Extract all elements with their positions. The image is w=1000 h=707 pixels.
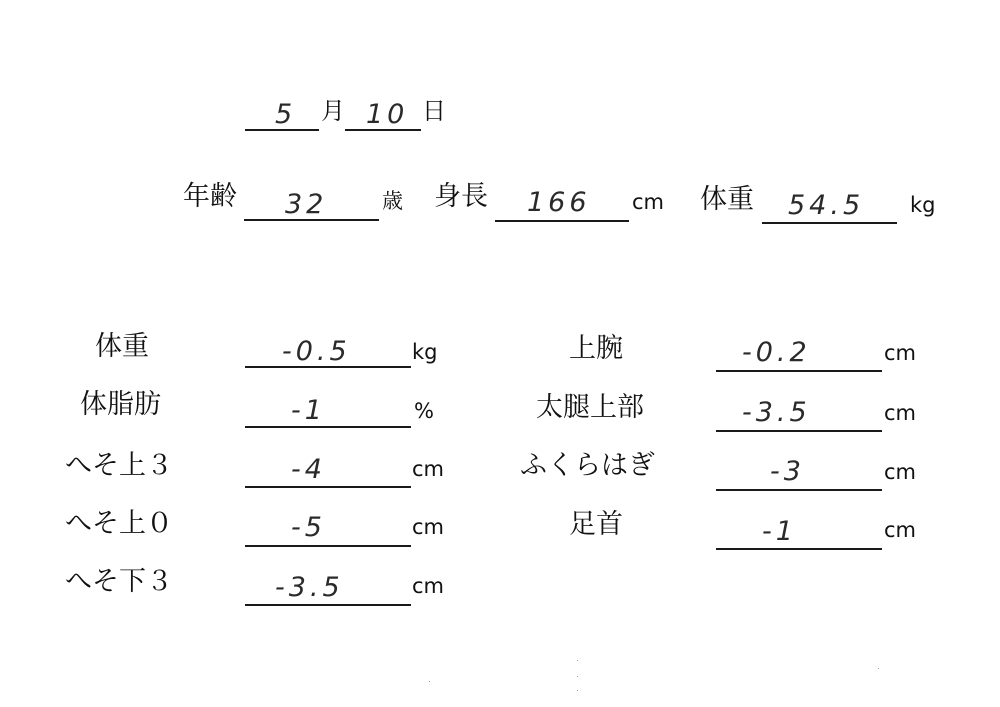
- change-line-navel-0: [245, 545, 411, 547]
- change-label-navel-0: へそ上０: [65, 508, 173, 539]
- change-value-upper-arm: -0.2: [742, 337, 811, 368]
- height-label: 身長: [434, 181, 488, 212]
- change-value-body-fat: -1: [291, 395, 326, 426]
- weight-unit: kg: [910, 193, 936, 217]
- change-value-navel-0: -5: [291, 512, 326, 543]
- day-label: 日: [422, 97, 446, 125]
- change-label-body-fat: 体脂肪: [80, 389, 161, 420]
- month-line: [245, 129, 319, 131]
- scan-speck: [878, 668, 879, 669]
- change-unit-upper-thigh: cm: [884, 401, 917, 425]
- change-value-weight: -0.5: [282, 336, 351, 367]
- change-value-navel-above-3: -4: [291, 454, 326, 485]
- scan-speck: [577, 660, 578, 661]
- weight-line: [762, 222, 897, 224]
- day-value: 10: [366, 99, 409, 130]
- height-value: 166: [527, 187, 591, 218]
- change-line-navel-above-3: [245, 486, 411, 488]
- change-label-upper-thigh: 太腿上部: [536, 392, 644, 423]
- age-value: 32: [285, 189, 328, 220]
- change-value-navel-below-3: -3.5: [275, 572, 344, 603]
- change-line-calf: [716, 489, 882, 491]
- change-line-navel-below-3: [245, 604, 411, 606]
- change-value-upper-thigh: -3.5: [742, 397, 811, 428]
- weight-value: 54.5: [788, 190, 865, 221]
- change-unit-navel-below-3: cm: [412, 574, 445, 598]
- age-label: 年齢: [183, 181, 237, 212]
- scan-speck: [429, 681, 430, 682]
- change-line-upper-arm: [716, 370, 882, 372]
- change-unit-body-fat: %: [414, 399, 434, 423]
- month-value: 5: [275, 99, 297, 130]
- change-value-ankle: -1: [762, 516, 797, 547]
- change-unit-navel-0: cm: [412, 515, 445, 539]
- change-label-weight: 体重: [95, 331, 149, 362]
- change-label-navel-below-3: へそ下３: [65, 566, 173, 597]
- change-unit-calf: cm: [884, 460, 917, 484]
- weight-label: 体重: [700, 184, 754, 215]
- height-line: [495, 220, 629, 222]
- scan-speck: [577, 676, 578, 677]
- change-line-ankle: [716, 548, 882, 550]
- change-line-upper-thigh: [716, 430, 882, 432]
- change-label-upper-arm: 上腕: [569, 333, 623, 364]
- change-line-body-fat: [245, 426, 411, 428]
- month-label: 月: [321, 97, 345, 125]
- change-label-ankle: 足首: [569, 509, 623, 540]
- change-label-calf: ふくらはぎ: [520, 450, 655, 481]
- change-unit-navel-above-3: cm: [412, 457, 445, 481]
- change-label-navel-above-3: へそ上３: [65, 450, 173, 481]
- scan-speck: [577, 690, 578, 691]
- change-unit-weight: kg: [412, 340, 438, 364]
- age-unit: 歳: [382, 189, 403, 213]
- height-unit: cm: [632, 190, 665, 214]
- change-value-calf: -3: [770, 456, 805, 487]
- day-line: [345, 129, 421, 131]
- change-unit-ankle: cm: [884, 518, 917, 542]
- change-unit-upper-arm: cm: [884, 341, 917, 365]
- age-line: [244, 219, 379, 221]
- change-line-weight: [245, 366, 411, 368]
